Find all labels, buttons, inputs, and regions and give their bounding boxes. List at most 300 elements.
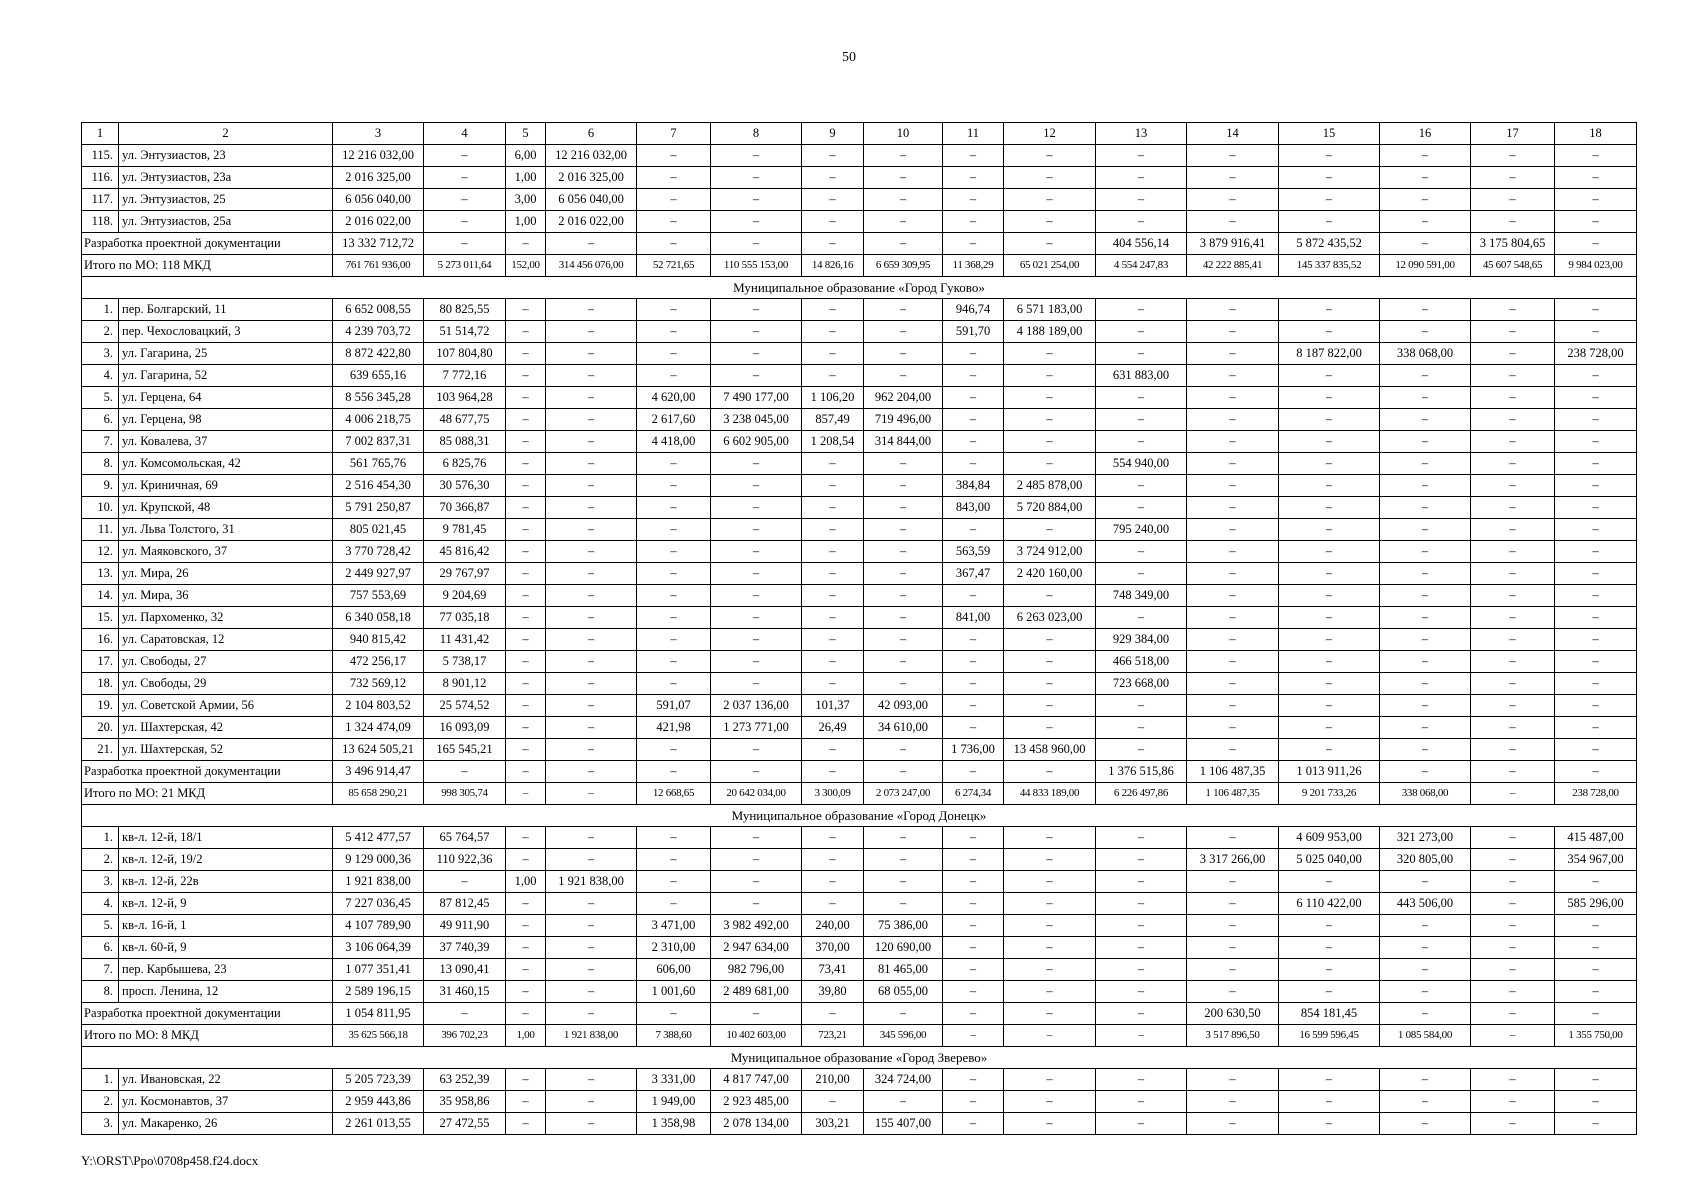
table-cell: – bbox=[802, 1003, 864, 1025]
table-cell: – bbox=[506, 651, 546, 673]
table-cell: – bbox=[711, 585, 802, 607]
table-cell: – bbox=[1004, 849, 1096, 871]
row-number: 6. bbox=[82, 937, 119, 959]
table-cell: – bbox=[1096, 1069, 1187, 1091]
table-cell: – bbox=[1471, 541, 1555, 563]
table-cell: 3 471,00 bbox=[637, 915, 711, 937]
section-header-row bbox=[82, 277, 1637, 299]
table-row bbox=[82, 299, 1637, 321]
address-cell: ул. Шахтерская, 52 bbox=[119, 739, 333, 761]
table-cell: – bbox=[943, 827, 1004, 849]
table-cell: – bbox=[546, 915, 637, 937]
table-cell: – bbox=[1096, 321, 1187, 343]
table-cell: 554 940,00 bbox=[1096, 453, 1187, 475]
total-row bbox=[82, 1025, 1637, 1047]
table-cell: – bbox=[1279, 1069, 1380, 1091]
table-cell: 6 274,34 bbox=[943, 783, 1004, 805]
address-cell: просп. Ленина, 12 bbox=[119, 981, 333, 1003]
table-cell: – bbox=[1096, 497, 1187, 519]
table-cell: – bbox=[802, 607, 864, 629]
table-cell: – bbox=[546, 1091, 637, 1113]
table-cell: 384,84 bbox=[943, 475, 1004, 497]
table-cell: – bbox=[1471, 497, 1555, 519]
row-number: 116. bbox=[82, 167, 119, 189]
table-cell: – bbox=[1004, 453, 1096, 475]
table-cell: 10 402 603,00 bbox=[711, 1025, 802, 1047]
table-cell: – bbox=[711, 893, 802, 915]
table-cell: 68 055,00 bbox=[864, 981, 943, 1003]
address-cell: ул. Герцена, 98 bbox=[119, 409, 333, 431]
table-cell: – bbox=[1471, 959, 1555, 981]
table-cell: 6 602 905,00 bbox=[711, 431, 802, 453]
table-cell: 200 630,50 bbox=[1187, 1003, 1279, 1025]
table-cell: – bbox=[1471, 871, 1555, 893]
table-cell: – bbox=[864, 233, 943, 255]
row-number: 13. bbox=[82, 563, 119, 585]
table-cell: 6 056 040,00 bbox=[546, 189, 637, 211]
table-cell: – bbox=[506, 365, 546, 387]
table-cell: – bbox=[1004, 1091, 1096, 1113]
table-cell: – bbox=[506, 1091, 546, 1113]
table-cell: – bbox=[1471, 475, 1555, 497]
table-cell: – bbox=[1279, 673, 1380, 695]
table-cell: – bbox=[1555, 167, 1637, 189]
table-cell: 16 093,09 bbox=[424, 717, 506, 739]
table-cell: – bbox=[637, 497, 711, 519]
table-row bbox=[82, 189, 1637, 211]
row-number: 7. bbox=[82, 959, 119, 981]
table-cell: 2 037 136,00 bbox=[711, 695, 802, 717]
table-cell: – bbox=[546, 981, 637, 1003]
table-cell: – bbox=[546, 849, 637, 871]
table-cell: – bbox=[546, 607, 637, 629]
table-cell: 2 104 803,52 bbox=[333, 695, 424, 717]
table-cell: 13 624 505,21 bbox=[333, 739, 424, 761]
table-cell: – bbox=[1380, 651, 1471, 673]
table-cell: – bbox=[943, 695, 1004, 717]
table-cell: – bbox=[943, 1003, 1004, 1025]
table-cell: – bbox=[711, 343, 802, 365]
table-cell: – bbox=[1380, 453, 1471, 475]
header-cell: 8 bbox=[711, 123, 802, 145]
table-cell: – bbox=[1555, 497, 1637, 519]
table-cell: – bbox=[1096, 959, 1187, 981]
table-cell: – bbox=[1096, 475, 1187, 497]
table-cell: – bbox=[711, 365, 802, 387]
table-cell: – bbox=[1555, 761, 1637, 783]
table-cell: 4 006 218,75 bbox=[333, 409, 424, 431]
table-cell: 13 090,41 bbox=[424, 959, 506, 981]
header-cell: 11 bbox=[943, 123, 1004, 145]
table-cell: – bbox=[637, 563, 711, 585]
table-cell: – bbox=[546, 651, 637, 673]
table-cell: 145 337 835,52 bbox=[1279, 255, 1380, 277]
table-cell: – bbox=[802, 233, 864, 255]
table-cell: – bbox=[1555, 959, 1637, 981]
table-cell: – bbox=[802, 453, 864, 475]
header-cell: 14 bbox=[1187, 123, 1279, 145]
table-cell: – bbox=[1004, 1113, 1096, 1135]
table-cell: 87 812,45 bbox=[424, 893, 506, 915]
row-number: 21. bbox=[82, 739, 119, 761]
table-cell: – bbox=[506, 695, 546, 717]
table-cell: 4 239 703,72 bbox=[333, 321, 424, 343]
table-cell: 2 516 454,30 bbox=[333, 475, 424, 497]
table-cell: 51 514,72 bbox=[424, 321, 506, 343]
table-row bbox=[82, 673, 1637, 695]
table-cell: – bbox=[637, 189, 711, 211]
table-cell: – bbox=[1004, 145, 1096, 167]
table-cell: – bbox=[637, 167, 711, 189]
table-cell: – bbox=[1187, 827, 1279, 849]
table-cell: – bbox=[1004, 233, 1096, 255]
section-title: Муниципальное образование «Город Донецк» bbox=[82, 805, 1637, 827]
table-cell: 81 465,00 bbox=[864, 959, 943, 981]
table-cell: 1 077 351,41 bbox=[333, 959, 424, 981]
table-cell: – bbox=[802, 849, 864, 871]
table-cell: – bbox=[1279, 1113, 1380, 1135]
table-cell: – bbox=[1096, 431, 1187, 453]
table-cell: – bbox=[1279, 453, 1380, 475]
table-cell: – bbox=[1004, 915, 1096, 937]
table-cell: 6 652 008,55 bbox=[333, 299, 424, 321]
table-cell: – bbox=[546, 629, 637, 651]
address-cell: ул. Энтузиастов, 25а bbox=[119, 211, 333, 233]
table-cell: – bbox=[1380, 387, 1471, 409]
table-cell: – bbox=[802, 475, 864, 497]
table-cell: – bbox=[802, 1091, 864, 1113]
table-cell: 4 418,00 bbox=[637, 431, 711, 453]
table-cell: – bbox=[1471, 365, 1555, 387]
table-cell: – bbox=[1004, 431, 1096, 453]
table-cell: 107 804,80 bbox=[424, 343, 506, 365]
table-cell: – bbox=[546, 431, 637, 453]
table-cell: 2 016 022,00 bbox=[333, 211, 424, 233]
table-cell: – bbox=[1471, 937, 1555, 959]
table-cell: – bbox=[802, 585, 864, 607]
table-cell: – bbox=[1187, 475, 1279, 497]
table-cell: – bbox=[1471, 343, 1555, 365]
table-cell: 29 767,97 bbox=[424, 563, 506, 585]
table-cell: – bbox=[711, 299, 802, 321]
table-row bbox=[82, 893, 1637, 915]
table-cell: – bbox=[1380, 915, 1471, 937]
table-cell: 6 226 497,86 bbox=[1096, 783, 1187, 805]
table-row bbox=[82, 387, 1637, 409]
table-cell: 841,00 bbox=[943, 607, 1004, 629]
table-cell: – bbox=[1279, 167, 1380, 189]
table-cell: – bbox=[943, 849, 1004, 871]
table-cell: – bbox=[506, 431, 546, 453]
total-row bbox=[82, 255, 1637, 277]
row-number: 2. bbox=[82, 1091, 119, 1113]
table-cell: – bbox=[1471, 673, 1555, 695]
table-cell: – bbox=[1471, 431, 1555, 453]
table-cell: – bbox=[802, 497, 864, 519]
address-cell: ул. Ковалева, 37 bbox=[119, 431, 333, 453]
table-cell: 805 021,45 bbox=[333, 519, 424, 541]
table-cell: – bbox=[1380, 959, 1471, 981]
table-cell: – bbox=[802, 673, 864, 695]
address-cell: кв-л. 60-й, 9 bbox=[119, 937, 333, 959]
table-cell: – bbox=[1187, 739, 1279, 761]
table-cell: – bbox=[1187, 695, 1279, 717]
table-cell: – bbox=[506, 937, 546, 959]
table-cell: – bbox=[1187, 1113, 1279, 1135]
table-cell: 1 106 487,35 bbox=[1187, 783, 1279, 805]
design-label: Разработка проектной документации bbox=[82, 1003, 333, 1025]
table-cell: – bbox=[1279, 365, 1380, 387]
header-cell: 18 bbox=[1555, 123, 1637, 145]
table-row bbox=[82, 563, 1637, 585]
table-cell: 49 911,90 bbox=[424, 915, 506, 937]
table-cell: 321 273,00 bbox=[1380, 827, 1471, 849]
table-cell: – bbox=[943, 167, 1004, 189]
table-cell: – bbox=[637, 673, 711, 695]
table-cell: 314 456 076,00 bbox=[546, 255, 637, 277]
table-cell: – bbox=[1555, 981, 1637, 1003]
table-cell: – bbox=[943, 431, 1004, 453]
row-number: 20. bbox=[82, 717, 119, 739]
table-cell: – bbox=[711, 761, 802, 783]
table-cell: – bbox=[506, 343, 546, 365]
table-cell: – bbox=[864, 321, 943, 343]
table-cell: 44 833 189,00 bbox=[1004, 783, 1096, 805]
section-header-row bbox=[82, 1047, 1637, 1069]
table-cell: 12 216 032,00 bbox=[546, 145, 637, 167]
table-cell: – bbox=[1096, 827, 1187, 849]
table-cell: – bbox=[943, 233, 1004, 255]
table-row bbox=[82, 431, 1637, 453]
table-cell: – bbox=[943, 1069, 1004, 1091]
table-cell: – bbox=[1004, 1003, 1096, 1025]
table-cell: – bbox=[1279, 211, 1380, 233]
row-number: 4. bbox=[82, 893, 119, 915]
table-cell: 5 412 477,57 bbox=[333, 827, 424, 849]
table-cell: 561 765,76 bbox=[333, 453, 424, 475]
table-cell: – bbox=[1096, 563, 1187, 585]
table-cell: – bbox=[546, 585, 637, 607]
table-row bbox=[82, 717, 1637, 739]
table-cell: – bbox=[1187, 453, 1279, 475]
table-cell: 1 106 487,35 bbox=[1187, 761, 1279, 783]
table-cell: 1,00 bbox=[506, 1025, 546, 1047]
table-cell: – bbox=[711, 827, 802, 849]
table-cell: – bbox=[1380, 981, 1471, 1003]
table-cell: – bbox=[637, 343, 711, 365]
table-cell: – bbox=[1380, 145, 1471, 167]
table-cell: – bbox=[802, 739, 864, 761]
table-cell: 210,00 bbox=[802, 1069, 864, 1091]
table-cell: – bbox=[1380, 629, 1471, 651]
table-cell: 31 460,15 bbox=[424, 981, 506, 1003]
table-cell: – bbox=[1471, 695, 1555, 717]
table-cell: 9 204,69 bbox=[424, 585, 506, 607]
table-cell: – bbox=[711, 1003, 802, 1025]
table-cell: – bbox=[802, 189, 864, 211]
table-cell: – bbox=[1380, 233, 1471, 255]
table-row bbox=[82, 915, 1637, 937]
row-number: 1. bbox=[82, 827, 119, 849]
table-cell: – bbox=[506, 563, 546, 585]
address-cell: ул. Льва Толстого, 31 bbox=[119, 519, 333, 541]
table-cell: – bbox=[1187, 497, 1279, 519]
design-label: Разработка проектной документации bbox=[82, 233, 333, 255]
table-cell: – bbox=[546, 387, 637, 409]
table-cell: – bbox=[1096, 409, 1187, 431]
table-row bbox=[82, 365, 1637, 387]
section-title: Муниципальное образование «Город Гуково» bbox=[82, 277, 1637, 299]
header-cell: 13 bbox=[1096, 123, 1187, 145]
table-cell: 39,80 bbox=[802, 981, 864, 1003]
table-cell: – bbox=[1004, 365, 1096, 387]
table-cell: 75 386,00 bbox=[864, 915, 943, 937]
table-cell: – bbox=[546, 673, 637, 695]
table-cell: – bbox=[1380, 937, 1471, 959]
table-cell: 4 188 189,00 bbox=[1004, 321, 1096, 343]
table-cell: – bbox=[943, 651, 1004, 673]
table-cell: 6 056 040,00 bbox=[333, 189, 424, 211]
table-cell: – bbox=[1380, 717, 1471, 739]
table-cell: – bbox=[1471, 1069, 1555, 1091]
table-row bbox=[82, 651, 1637, 673]
table-cell: 795 240,00 bbox=[1096, 519, 1187, 541]
table-cell: 5 025 040,00 bbox=[1279, 849, 1380, 871]
table-cell: – bbox=[546, 409, 637, 431]
address-cell: ул. Гагарина, 25 bbox=[119, 343, 333, 365]
table-cell: – bbox=[1096, 695, 1187, 717]
table-cell: – bbox=[1187, 189, 1279, 211]
table-cell: 2 489 681,00 bbox=[711, 981, 802, 1003]
table-cell: 48 677,75 bbox=[424, 409, 506, 431]
table-cell: – bbox=[1555, 937, 1637, 959]
table-cell: 152,00 bbox=[506, 255, 546, 277]
table-cell: 854 181,45 bbox=[1279, 1003, 1380, 1025]
table-cell: – bbox=[864, 673, 943, 695]
table-cell: – bbox=[1555, 717, 1637, 739]
row-number: 10. bbox=[82, 497, 119, 519]
table-cell: – bbox=[1555, 365, 1637, 387]
table-cell: – bbox=[711, 673, 802, 695]
table-cell: – bbox=[1187, 1091, 1279, 1113]
table-cell: 2 078 134,00 bbox=[711, 1113, 802, 1135]
table-cell: – bbox=[802, 563, 864, 585]
table-cell: 63 252,39 bbox=[424, 1069, 506, 1091]
table-cell: – bbox=[1471, 915, 1555, 937]
table-cell: – bbox=[1380, 167, 1471, 189]
table-cell: 472 256,17 bbox=[333, 651, 424, 673]
table-cell: 6 571 183,00 bbox=[1004, 299, 1096, 321]
header-cell: 2 bbox=[119, 123, 333, 145]
table-cell: 8 901,12 bbox=[424, 673, 506, 695]
table-cell: – bbox=[1471, 827, 1555, 849]
table-cell: 85 088,31 bbox=[424, 431, 506, 453]
footer-file-path: Y:\ORST\Ppo\0708p458.f24.docx bbox=[81, 1153, 259, 1168]
table-cell: – bbox=[864, 871, 943, 893]
table-cell: 14 826,16 bbox=[802, 255, 864, 277]
table-cell: – bbox=[802, 299, 864, 321]
table-cell: 12 668,65 bbox=[637, 783, 711, 805]
table-cell: 606,00 bbox=[637, 959, 711, 981]
table-cell: – bbox=[506, 585, 546, 607]
table-cell: – bbox=[637, 651, 711, 673]
table-cell: – bbox=[1555, 585, 1637, 607]
table-row bbox=[82, 321, 1637, 343]
table-cell: – bbox=[1555, 453, 1637, 475]
design-documentation-row bbox=[82, 233, 1637, 255]
table-cell: – bbox=[943, 585, 1004, 607]
address-cell: ул. Свободы, 27 bbox=[119, 651, 333, 673]
table-cell: 30 576,30 bbox=[424, 475, 506, 497]
table-cell: 1,00 bbox=[506, 211, 546, 233]
table-cell: – bbox=[546, 937, 637, 959]
address-cell: ул. Космонавтов, 37 bbox=[119, 1091, 333, 1113]
table-cell: – bbox=[864, 497, 943, 519]
table-row bbox=[82, 145, 1637, 167]
table-cell: – bbox=[1555, 387, 1637, 409]
table-cell: – bbox=[1279, 915, 1380, 937]
table-cell: – bbox=[1555, 409, 1637, 431]
table-cell: 27 472,55 bbox=[424, 1113, 506, 1135]
table-cell: – bbox=[1471, 167, 1555, 189]
table-cell: – bbox=[864, 761, 943, 783]
table-cell: – bbox=[506, 233, 546, 255]
table-cell: 2 016 022,00 bbox=[546, 211, 637, 233]
table-row bbox=[82, 1113, 1637, 1135]
table-cell: – bbox=[1096, 189, 1187, 211]
table-cell: – bbox=[1471, 607, 1555, 629]
table-cell: 1,00 bbox=[506, 167, 546, 189]
table-cell: 1 324 474,09 bbox=[333, 717, 424, 739]
table-cell: – bbox=[1004, 871, 1096, 893]
table-cell: – bbox=[864, 563, 943, 585]
table-cell: 240,00 bbox=[802, 915, 864, 937]
table-cell: – bbox=[1096, 717, 1187, 739]
table-cell: – bbox=[1380, 607, 1471, 629]
table-cell: – bbox=[711, 497, 802, 519]
table-cell: – bbox=[637, 629, 711, 651]
table-cell: – bbox=[943, 409, 1004, 431]
row-number: 14. bbox=[82, 585, 119, 607]
table-cell: – bbox=[802, 519, 864, 541]
table-cell: – bbox=[711, 563, 802, 585]
table-cell: 45 816,42 bbox=[424, 541, 506, 563]
table-cell: 1 085 584,00 bbox=[1380, 1025, 1471, 1047]
table-row bbox=[82, 937, 1637, 959]
table-cell: 320 805,00 bbox=[1380, 849, 1471, 871]
table-cell: – bbox=[1096, 343, 1187, 365]
table-cell: 13 332 712,72 bbox=[333, 233, 424, 255]
table-cell: – bbox=[424, 871, 506, 893]
table-cell: 3 300,09 bbox=[802, 783, 864, 805]
table-cell: – bbox=[1380, 431, 1471, 453]
table-cell: – bbox=[506, 519, 546, 541]
table-cell: 857,49 bbox=[802, 409, 864, 431]
table-cell: – bbox=[637, 871, 711, 893]
table-cell: 843,00 bbox=[943, 497, 1004, 519]
table-cell: 101,37 bbox=[802, 695, 864, 717]
table-cell: 314 844,00 bbox=[864, 431, 943, 453]
table-cell: – bbox=[943, 717, 1004, 739]
table-cell: – bbox=[1380, 409, 1471, 431]
table-cell: 1 949,00 bbox=[637, 1091, 711, 1113]
table-cell: – bbox=[1471, 651, 1555, 673]
table-cell: – bbox=[802, 145, 864, 167]
address-cell: ул. Макаренко, 26 bbox=[119, 1113, 333, 1135]
table-cell: – bbox=[1279, 585, 1380, 607]
table-cell: – bbox=[1096, 937, 1187, 959]
table-cell: – bbox=[943, 915, 1004, 937]
